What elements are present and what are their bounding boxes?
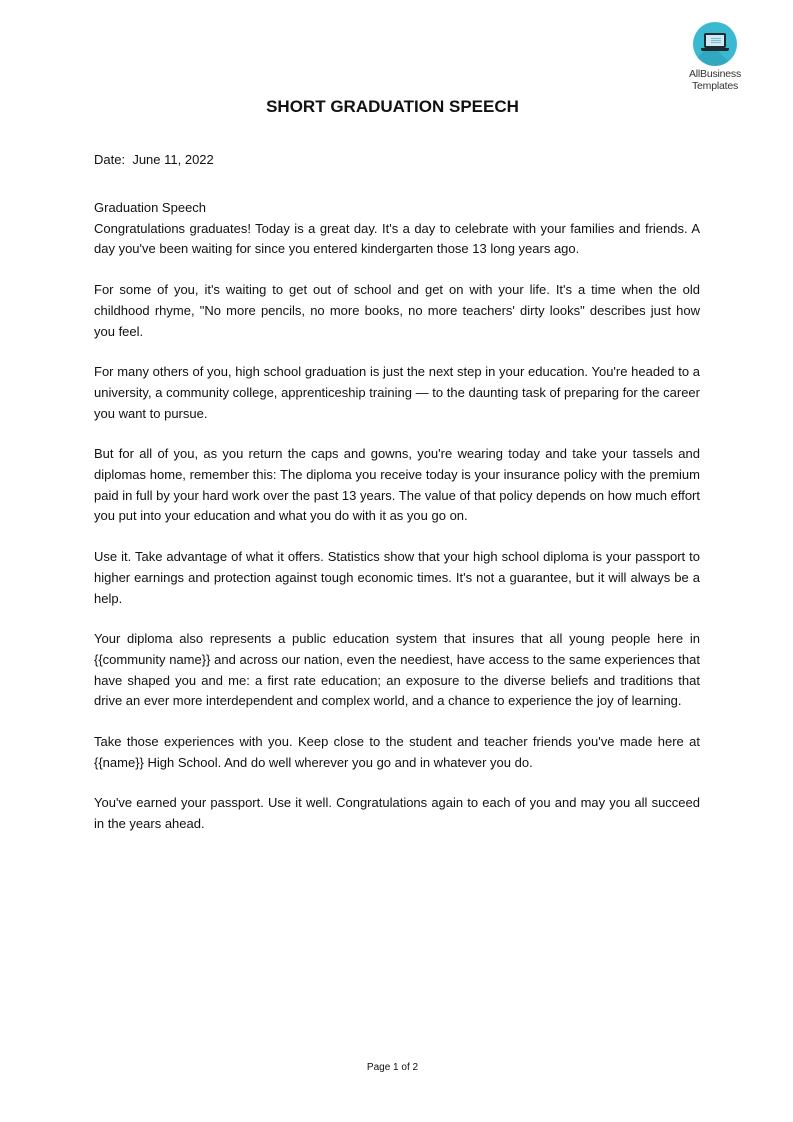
paragraph-2: For some of you, it's waiting to get out of school and get on with your life. It's a time when the old childhood rhyme, "No more pencils, no more books, no more teachers' dirty looks" describes just how you feel. <box>94 282 700 339</box>
date-value: June 11, 2022 <box>132 152 214 167</box>
logo-text-line1: AllBusiness <box>688 68 742 80</box>
date-line <box>94 150 700 171</box>
page-number: Page 1 of 2 <box>366 1062 419 1073</box>
laptop-icon <box>693 22 737 66</box>
paragraph-3: For many others of you, high school graduation is just the next step in your education. You're headed to a university, a community college, apprenticeship training — to the daunting task of preparing for the career you want to pursue. <box>94 364 700 421</box>
paragraph-8: You've earned your passport. Use it well. Congratulations again to each of you and may you all succeed in the years ahead. <box>94 795 700 832</box>
document-title: SHORT GRADUATION SPEECH <box>266 97 519 116</box>
document-body <box>94 198 700 835</box>
allbusiness-templates-logo <box>680 22 750 92</box>
logo-text-line2: Templates <box>691 80 739 92</box>
date-label: Date: <box>94 152 126 167</box>
speech-heading: Graduation Speech <box>94 200 207 215</box>
paragraph-6: Your diploma also represents a public education system that insures that all young people here in {{community name}} and across our nation, even the neediest, have access to the same experiences that have shaped you and me: a first rate education; an exposure to the diverse beliefs and traditions that drive an ever more interdependent and complex world, and a chance to experience the joy of learning. <box>94 631 700 709</box>
paragraph-4: But for all of you, as you return the caps and gowns, you're wearing today and take your tassels and diplomas home, remember this: The diploma you receive today is your insurance policy with the premium paid in full by your hard work over the past 13 years. The value of that policy depends on how much effort you put into your education and what you do with it as you go on. <box>94 446 700 524</box>
paragraph-1: Congratulations graduates! Today is a great day. It's a day to celebrate with your families and friends. A day you've been waiting for since you entered kindergarten those 13 long years ago. <box>94 220 700 257</box>
paragraph-5: Use it. Take advantage of what it offers. Statistics show that your high school diploma is your passport to higher earnings and protection against tough economic times. It's not a guarantee, but it will always be a help. <box>94 549 700 606</box>
paragraph-7: Take those experiences with you. Keep close to the student and teacher friends you've made here at {{name}} High School. And do well wherever you go and in whatever you do. <box>94 734 700 770</box>
